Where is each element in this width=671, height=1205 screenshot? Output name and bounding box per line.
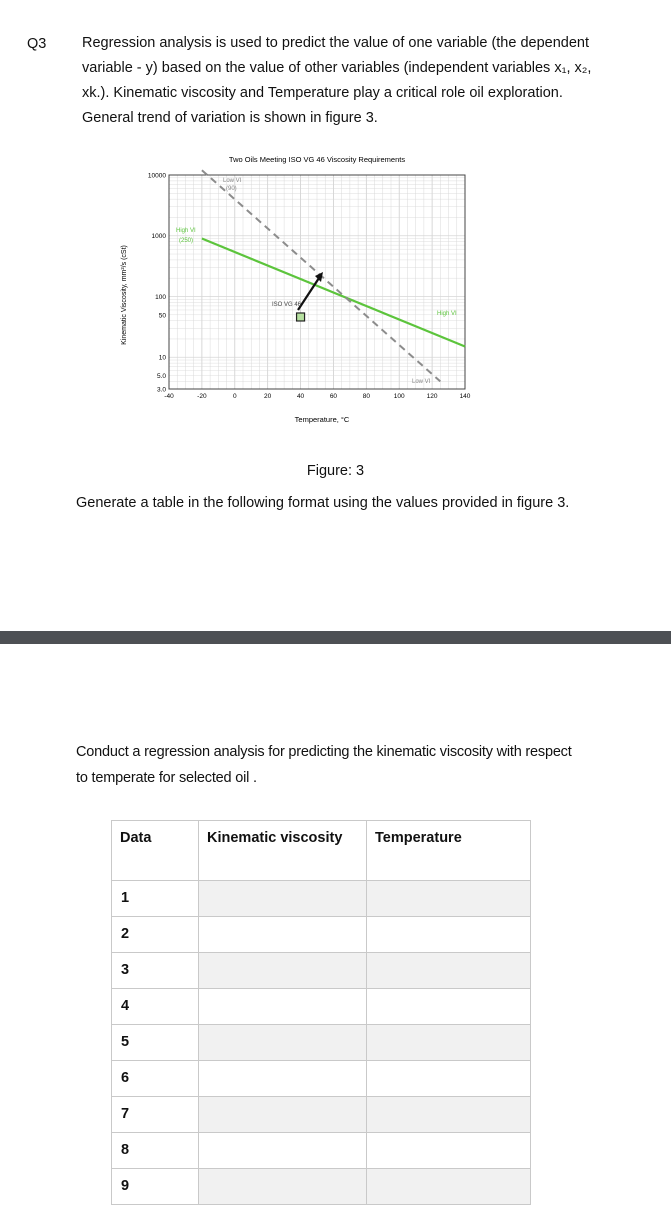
task-line: to temperate for selected oil . bbox=[76, 770, 257, 786]
table-row bbox=[112, 1097, 531, 1133]
row-number: 2 bbox=[112, 917, 199, 953]
viscosity-cell[interactable] bbox=[199, 989, 367, 1025]
y-tick-label: 100 bbox=[155, 293, 166, 301]
header-data: Data bbox=[112, 821, 199, 881]
iso-vg46-marker bbox=[297, 313, 305, 321]
row-number: 8 bbox=[112, 1133, 199, 1169]
viscosity-cell[interactable] bbox=[199, 953, 367, 989]
question-line: General trend of variation is shown in figure 3. bbox=[82, 110, 378, 126]
annotation-low-vi-top-value: (90) bbox=[226, 186, 237, 192]
table-row bbox=[112, 881, 531, 917]
instruction-text: Generate a table in the following format using the values provided in figure 3. bbox=[76, 495, 570, 511]
question-number: Q3 bbox=[27, 36, 47, 52]
row-number: 1 bbox=[112, 881, 199, 917]
x-tick-label: 100 bbox=[393, 393, 405, 400]
table-row bbox=[112, 1061, 531, 1097]
viscosity-cell[interactable] bbox=[199, 917, 367, 953]
figure-caption: Figure: 3 bbox=[306, 463, 365, 479]
row-number: 3 bbox=[112, 953, 199, 989]
row-number: 9 bbox=[112, 1169, 199, 1205]
question-text bbox=[82, 31, 642, 131]
y-tick-label: 3.0 bbox=[156, 386, 166, 394]
x-tick-label: -40 bbox=[164, 393, 174, 400]
table-header-row bbox=[112, 821, 531, 881]
x-axis-label: Temperature, °C bbox=[294, 415, 350, 424]
y-tick-label: 1000 bbox=[151, 233, 166, 241]
x-tick-label: 20 bbox=[264, 393, 272, 400]
table-row bbox=[112, 917, 531, 953]
header-kinematic-viscosity: Kinematic viscosity bbox=[199, 821, 367, 881]
temperature-cell[interactable] bbox=[367, 881, 531, 917]
row-number: 7 bbox=[112, 1097, 199, 1133]
question-line: Regression analysis is used to predict the value of one variable (the dependent bbox=[82, 35, 590, 51]
viscosity-cell[interactable] bbox=[199, 881, 367, 917]
task-text bbox=[76, 739, 636, 791]
y-tick-labels bbox=[148, 173, 166, 394]
table-row bbox=[112, 1025, 531, 1061]
viscosity-cell[interactable] bbox=[199, 1169, 367, 1205]
question-line: xk.). Kinematic viscosity and Temperature play a critical role oil exploration. bbox=[82, 85, 563, 101]
annotation-low-vi-bottom: Low VI bbox=[412, 379, 431, 385]
temperature-cell[interactable] bbox=[367, 1025, 531, 1061]
temperature-cell[interactable] bbox=[367, 1169, 531, 1205]
x-tick-label: 60 bbox=[329, 393, 338, 400]
temperature-cell[interactable] bbox=[367, 989, 531, 1025]
annotation-high-vi-left: High VI bbox=[176, 228, 196, 234]
x-tick-label: -20 bbox=[197, 393, 207, 400]
viscosity-cell[interactable] bbox=[199, 1097, 367, 1133]
row-number: 6 bbox=[112, 1061, 199, 1097]
y-tick-label: 50 bbox=[158, 312, 166, 320]
annotation-high-vi-left-value: (250) bbox=[179, 238, 194, 244]
viscosity-chart bbox=[112, 150, 482, 432]
x-tick-label: 120 bbox=[426, 393, 438, 400]
temperature-cell[interactable] bbox=[367, 1133, 531, 1169]
x-tick-label: 140 bbox=[459, 393, 471, 400]
temperature-cell[interactable] bbox=[367, 953, 531, 989]
data-table bbox=[111, 820, 531, 1205]
y-tick-label: 10 bbox=[158, 354, 166, 362]
x-tick-label: 80 bbox=[362, 393, 370, 400]
y-axis-label: Kinematic Viscosity, mm²/s (cSt) bbox=[121, 245, 128, 345]
viscosity-cell[interactable] bbox=[199, 1061, 367, 1097]
y-tick-label: 10000 bbox=[147, 172, 166, 180]
annotation-high-vi-right: High VI bbox=[437, 311, 457, 317]
y-tick-label: 5.0 bbox=[156, 373, 166, 381]
temperature-cell[interactable] bbox=[367, 917, 531, 953]
table-row bbox=[112, 953, 531, 989]
table-row bbox=[112, 989, 531, 1025]
section-divider bbox=[0, 631, 671, 644]
annotation-low-vi-top: Low VI bbox=[223, 178, 242, 184]
x-tick-label: 40 bbox=[296, 393, 305, 400]
table-row bbox=[112, 1133, 531, 1169]
viscosity-cell[interactable] bbox=[199, 1025, 367, 1061]
x-tick-label: 0 bbox=[232, 393, 237, 400]
viscosity-cell[interactable] bbox=[199, 1133, 367, 1169]
annotation-iso-vg46: ISO VG 46 bbox=[272, 302, 302, 308]
question-line: variable - y) based on the value of other variables (independent variables x₁, x₂, bbox=[82, 60, 592, 76]
x-tick-labels bbox=[164, 393, 471, 400]
temperature-cell[interactable] bbox=[367, 1061, 531, 1097]
row-number: 4 bbox=[112, 989, 199, 1025]
row-number: 5 bbox=[112, 1025, 199, 1061]
header-temperature: Temperature bbox=[367, 821, 531, 881]
task-line: Conduct a regression analysis for predicting the kinematic viscosity with respect bbox=[76, 744, 572, 760]
temperature-cell[interactable] bbox=[367, 1097, 531, 1133]
chart-title: Two Oils Meeting ISO VG 46 Viscosity Requirements bbox=[228, 155, 406, 164]
table-row bbox=[112, 1169, 531, 1205]
